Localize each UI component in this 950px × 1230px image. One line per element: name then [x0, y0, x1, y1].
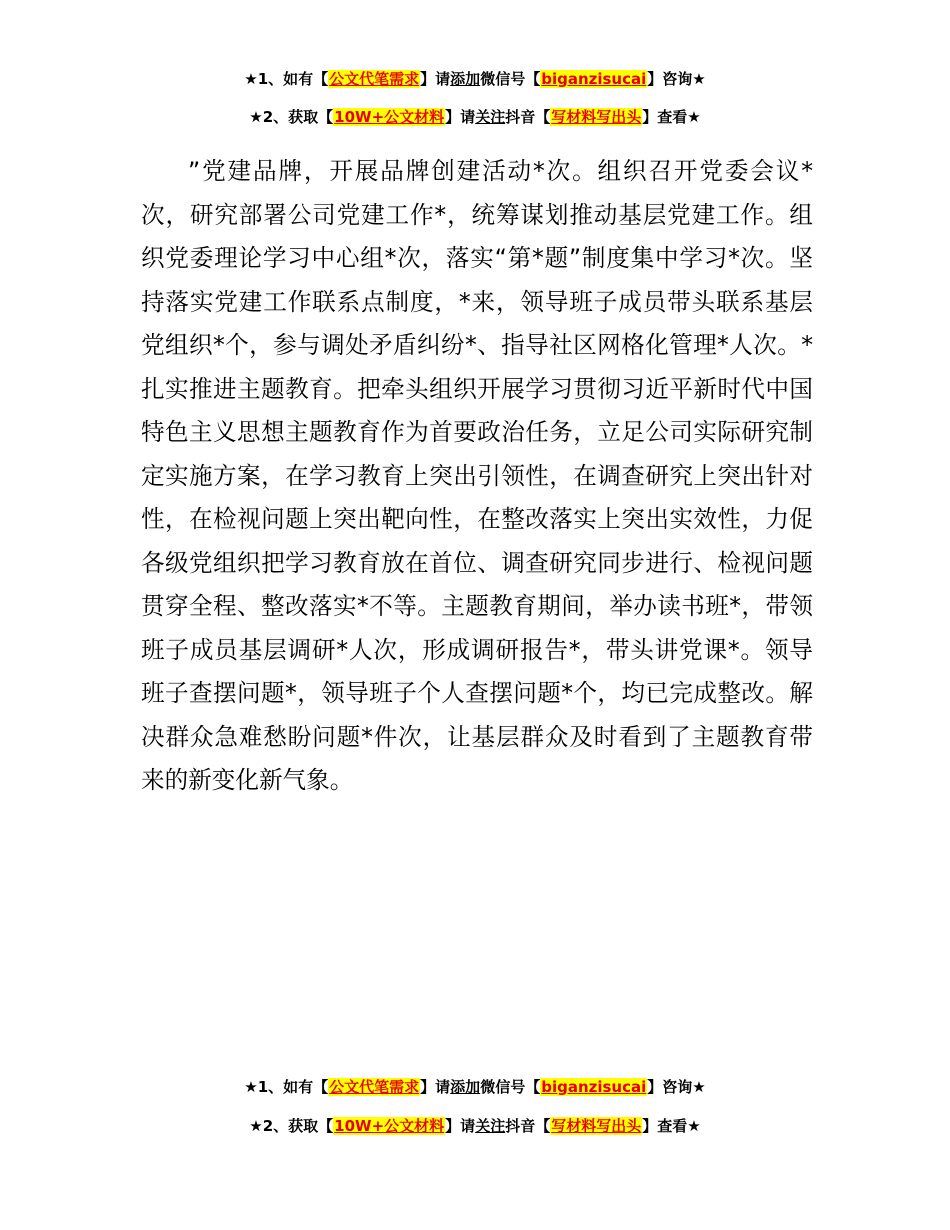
promo-text: 】请	[420, 1078, 451, 1096]
star-icon: ★	[249, 1117, 263, 1135]
promo-emphasis: 添加	[450, 1078, 481, 1096]
promo-text: 1、如有【	[257, 70, 329, 88]
promo-text: 微信号【	[480, 70, 541, 88]
promo-text: 】咨询	[647, 1078, 693, 1096]
promo-text: 2、获取【	[262, 108, 334, 126]
promo-highlight-materials: 10W+公文材料	[334, 1117, 445, 1135]
promo-emphasis: 关注	[475, 108, 506, 126]
promo-highlight-service: 公文代笔需求	[329, 70, 420, 88]
promo-text: 】查看	[642, 1117, 688, 1135]
promo-highlight-douyin: 写材料写出头	[551, 1117, 642, 1135]
promo-highlight-douyin: 写材料写出头	[551, 108, 642, 126]
promo-text: 】请	[445, 108, 476, 126]
promo-highlight-materials: 10W+公文材料	[334, 108, 445, 126]
footer-promo-line-1	[0, 1076, 950, 1098]
promo-highlight-service: 公文代笔需求	[329, 1078, 420, 1096]
promo-text: 抖音【	[505, 1117, 551, 1135]
star-icon: ★	[692, 70, 706, 88]
star-icon: ★	[687, 1117, 701, 1135]
promo-text: 抖音【	[505, 108, 551, 126]
promo-highlight-wechat-id: biganzisucai	[541, 1078, 647, 1096]
star-icon: ★	[244, 70, 258, 88]
star-icon: ★	[249, 108, 263, 126]
header-promo-line-2	[0, 106, 950, 128]
footer-promo-line-2	[0, 1115, 950, 1137]
promo-highlight-wechat-id: biganzisucai	[541, 70, 647, 88]
star-icon: ★	[244, 1078, 258, 1096]
promo-emphasis: 添加	[450, 70, 481, 88]
promo-text: 1、如有【	[257, 1078, 329, 1096]
promo-text: 微信号【	[480, 1078, 541, 1096]
document-paragraph: ”党建品牌，开展品牌创建活动*次。组织召开党委会议*次，研究部署公司党建工作*，统筹谋划推动基层党建工作。组织党委理论学习中心组*次，落实“第*题”制度集中学习*次。坚持落实党建工作联系点制度，*来，领导班子成员带头联系基层党组织*个，参与调处矛盾纠纷*、指导社区网格化管理*人次。*扎实推进主题教育。把牵头组织开展学习贯彻习近平新时代中国特色主义思想主题教育作为首要政治任务，立足公司实际研究制定实施方案，在学习教育上突出引领性，在调查研究上突出针对性，在检视问题上突出靶向性，在整改落实上突出实效性，力促各级党组织把学习教育放在首位、调查研究同步进行、检视问题贯穿全程、整改落实*不等。主题教育期间，举办读书班*，带领班子成员基层调研*人次，形成调研报告*，带头讲党课*。领导班子查摆问题*，领导班子个人查摆问题*个，均已完成整改。解决群众急难愁盼问题*件次，让基层群众及时看到了主题教育带来的新变化新气象。	[141, 157, 813, 794]
header-promo-line-1	[0, 68, 950, 90]
promo-text: 2、获取【	[262, 1117, 334, 1135]
star-icon: ★	[687, 108, 701, 126]
promo-text: 】查看	[642, 108, 688, 126]
promo-text: 】请	[420, 70, 451, 88]
promo-text: 】请	[445, 1117, 476, 1135]
star-icon: ★	[692, 1078, 706, 1096]
promo-emphasis: 关注	[475, 1117, 506, 1135]
promo-text: 】咨询	[647, 70, 693, 88]
